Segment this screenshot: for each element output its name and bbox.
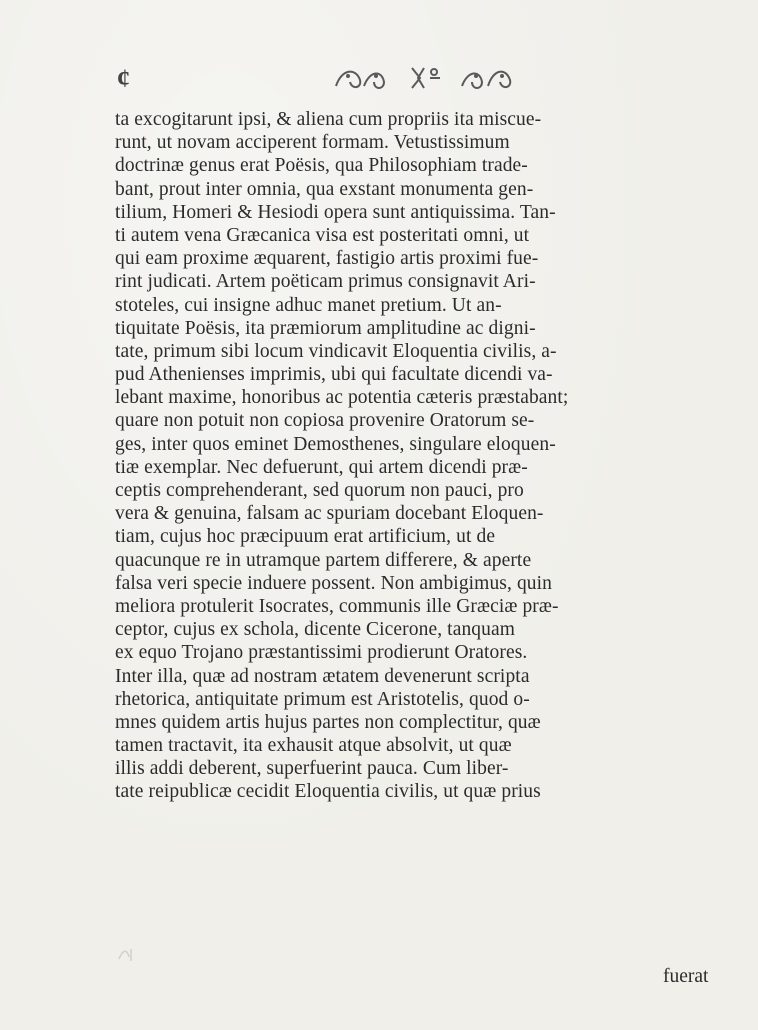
text-line: Inter illa, quæ ad nostram ætatem devenerunt scripta [115, 665, 530, 687]
text-line: doctrinæ genus erat Poësis, qua Philosophiam trade- [115, 155, 528, 177]
header-ornament-icon [326, 60, 516, 96]
page-mark: ¢ [117, 64, 130, 93]
text-line: stoteles, cui insigne adhuc manet pretium. Ut an- [115, 294, 502, 316]
text-line: vera & genuina, falsam ac spuriam docebant Eloquen- [115, 503, 544, 525]
text-line: pud Athenienses imprimis, ubi qui facultate dicendi va- [115, 364, 553, 386]
page-header [110, 58, 630, 98]
text-line: tiquitate Poësis, ita præmiorum amplitudine ac digni- [115, 317, 536, 339]
text-line: ti autem vena Græcanica visa est posteritati omni, ut [115, 224, 530, 246]
text-line: tiam, cujus hoc præcipuum erat artificium, ut de [115, 526, 496, 548]
text-line: qui eam proxime æquarent, fastigio artis proximi fue- [115, 248, 539, 270]
text-line: lebant maxime, honoribus ac potentia cæteris præstabant; [115, 387, 569, 409]
text-line: mnes quidem artis hujus partes non complectitur, quæ [115, 711, 541, 733]
text-line: ceptor, cujus ex schola, dicente Cicerone, tanquam [115, 619, 516, 641]
text-line: falsa veri specie induere possent. Non ambigimus, quin [115, 572, 553, 594]
text-line: quacunque re in utramque partem differere, & aperte [115, 549, 532, 571]
text-line: tilium, Homeri & Hesiodi opera sunt antiquissima. Tan- [115, 201, 556, 223]
text-line: illis addi deberent, superfuerint pauca. Cum liber- [115, 758, 509, 780]
text-line: tate, primum sibi locum vindicavit Eloquentia civilis, a- [115, 340, 557, 362]
faint-signature-mark [117, 945, 141, 963]
body-text [115, 108, 737, 804]
text-line: ges, inter quos eminet Demosthenes, singulare eloquen- [115, 433, 556, 455]
text-line: quare non potuit non copiosa provenire Oratorum se- [115, 410, 535, 432]
catchword: fuerat [663, 966, 709, 987]
text-line: bant, prout inter omnia, qua exstant monumenta gen- [115, 178, 534, 200]
text-line: rhetorica, antiquitate primum est Aristotelis, quod o- [115, 688, 530, 710]
text-line: runt, ut novam acciperent formam. Vetustissimum [115, 132, 510, 154]
text-line: tate reipublicæ cecidit Eloquentia civilis, ut quæ prius [115, 781, 541, 803]
text-line: ceptis comprehenderant, sed quorum non pauci, pro [115, 480, 524, 501]
text-line: tiæ exemplar. Nec defuerunt, qui artem dicendi præ- [115, 456, 528, 478]
text-line: ta excogitarunt ipsi, & aliena cum propriis ita miscue- [115, 109, 542, 130]
text-line: rint judicati. Artem poëticam primus consignavit Ari- [115, 271, 536, 293]
text-line: tamen tractavit, ita exhausit atque absolvit, ut quæ [115, 735, 512, 757]
text-line: ex equo Trojano præstantissimi prodierunt Oratores. [115, 642, 528, 664]
text-line: meliora protulerit Isocrates, communis ille Græciæ præ- [115, 595, 559, 617]
